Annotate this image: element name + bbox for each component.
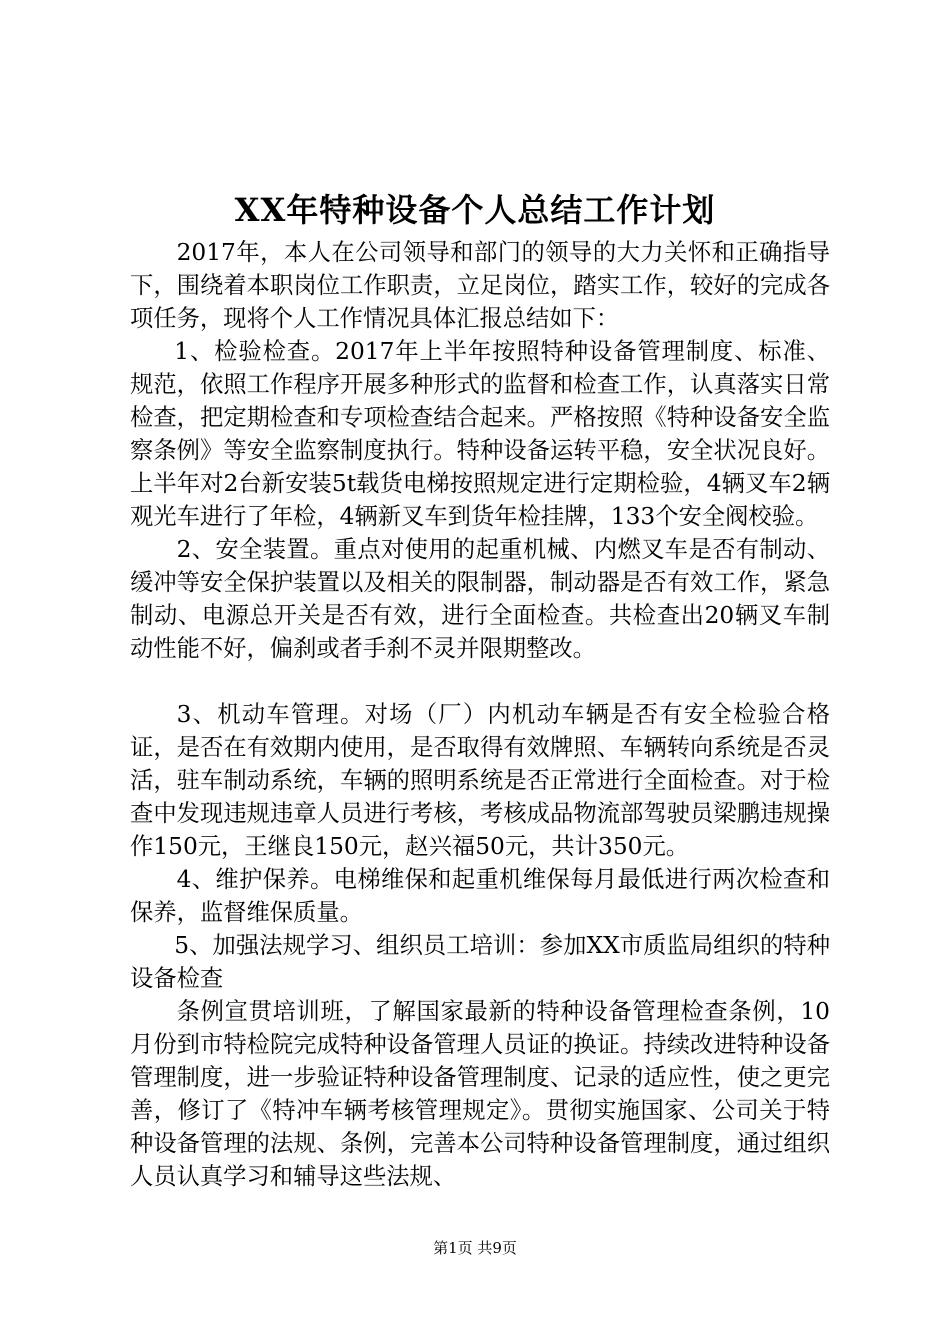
paragraph-intro: 2017年，本人在公司领导和部门的领导的大力关怀和正确指导下，围绕着本职岗位工作职责，立足岗位，踏实工作，较好的完成各项任务，现将个人工作情况具体汇报总结如下： — [130, 239, 830, 332]
paragraph-safety-devices: 2、安全装置。重点对使用的起重机械、内燃叉车是否有制动、缓冲等安全保护装置以及相关的限制器，制动器是否有效工作，紧急制动、电源总开关是否有效，进行全面检查。共检查出20辆叉车制动性能不好，偏刹或者手刹不灵并限期整改。 — [130, 536, 830, 662]
document-body — [130, 236, 830, 1193]
paragraph-training: 5、加强法规学习、组织员工培训：参加XX市质监局组织的特种设备检查 — [130, 932, 830, 992]
paragraph-gap — [130, 665, 830, 698]
paragraph-inspection: 1、检验检查。2017年上半年按照特种设备管理制度、标准、规范，依照工作程序开展多种形式的监督和检查工作，认真落实日常检查，把定期检查和专项检查结合起来。严格按照《特种设备安全监察条例》等安全监察制度执行。特种设备运转平稳，安全状况良好。上半年对2台新安装5t载货电梯按照规定进行定期检验，4辆叉车2辆观光车进行了年检，4辆新叉车到货年检挂牌，133个安全阀校验。 — [130, 338, 830, 530]
document-title: XX年特种设备个人总结工作计划 — [234, 191, 716, 229]
page-number-footer: 第1页 共9页 — [433, 1239, 517, 1257]
paragraph-regulations: 条例宣贯培训班，了解国家最新的特种设备管理检查条例，10月份到市特检院完成特种设备管理人员证的换证。持续改进特种设备管理制度，进一步验证特种设备管理制度、记录的适应性，使之更完善，修订了《特冲车辆考核管理规定》。贯彻实施国家、公司关于特种设备管理的法规、条例，完善本公司特种设备管理制度，通过组织人员认真学习和辅导这些法规、 — [130, 998, 830, 1190]
paragraph-maintenance: 4、维护保养。电梯维保和起重机维保每月最低进行两次检查和保养，监督维保质量。 — [130, 866, 830, 926]
paragraph-vehicle-management: 3、机动车管理。对场（厂）内机动车辆是否有安全检验合格证，是否在有效期内使用，是否取得有效牌照、车辆转向系统是否灵活，驻车制动系统，车辆的照明系统是否正常进行全面检查。对于检查中发现违规违章人员进行考核，考核成品物流部驾驶员梁鹏违规操作150元，王继良150元，赵兴福50元，共计350元。 — [130, 701, 830, 860]
